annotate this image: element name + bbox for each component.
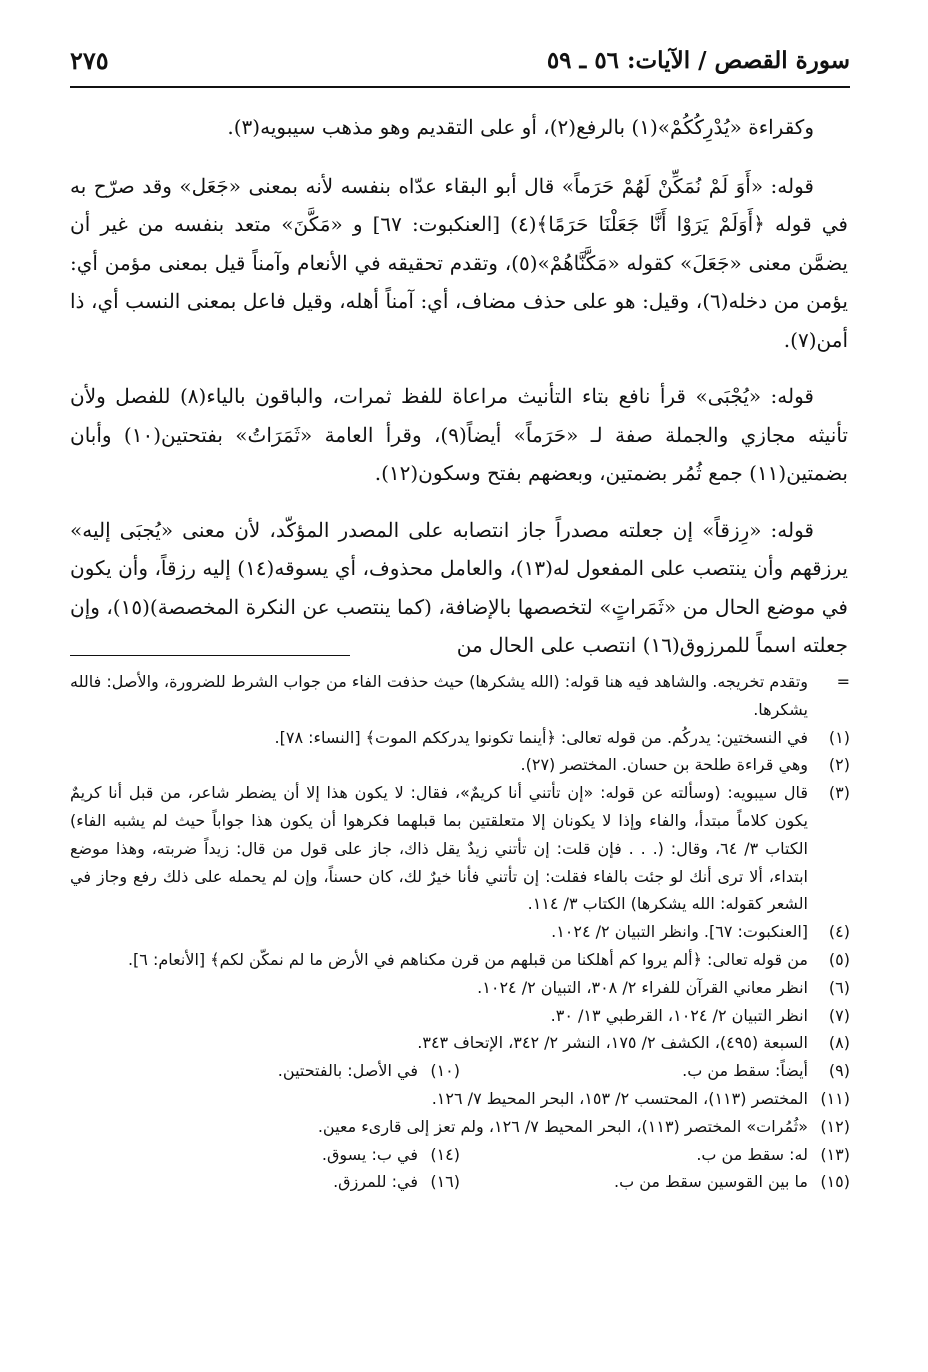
footnote-text: [العنكبوت: ٦٧]. وانظر التبيان ٢/ ١٠٢٤. [551, 922, 808, 942]
footnote-number: (١١) [820, 1088, 850, 1108]
header-rule [70, 86, 850, 88]
main-text [70, 108, 848, 683]
footnote [70, 1141, 460, 1169]
footnote-text: في ب: يسوق. [321, 1144, 418, 1164]
footnote-number: (١٣) [820, 1144, 850, 1164]
paragraph: قوله: «رِزقاً» إن جعلته مصدراً جاز انتصابه على المصدر المؤكّد، لأن معنى «يُجبَى إليه» يرزقهم وأن ينتصب على المفعول له(١٣)، والعامل محذوف، أي يسوقه(١٤) إليه رزقاً، وأن يكون في موضع الحال من «ثَمَراتٍ» لتخصصها بالإضافة، (كما ينتصب عن النكرة المخصصة)(١٥)، وإن جعلته اسماً للمرزوق(١٦) انتصب على الحال من [70, 517, 849, 657]
footnote-number: (٧) [828, 1005, 850, 1025]
footnote-number: (١٢) [820, 1116, 850, 1136]
footnote [70, 668, 850, 724]
header-title: سورة القصص / الآيات: ٥٦ ـ ٥٩ [546, 46, 850, 74]
footnote-text: في: للمرزق. [333, 1172, 418, 1192]
footnote-number: (٣) [828, 783, 850, 803]
footnote-number: (٩) [828, 1061, 850, 1081]
paragraph: قوله: «يُجْبَى» قرأ نافع بتاء التأنيث مراعاة للفظ ثمرات، والباقون بالياء(٨) للفصل ولأن تأنيثه مجازي والجملة صفة لـ «حَرَماً» أيضاً(٩)، وقرأ العامة «ثَمَرَاتُ» بفتحتين(١٠) وأبان بضمتين(١١) جمع ثُمُر بضمتين، وبعضهم بفتح وسكون(١٢). [70, 384, 849, 485]
footnote [460, 1057, 850, 1085]
footnote [70, 1168, 460, 1196]
footnote-text: ما بين القوسين سقط من ب. [613, 1172, 808, 1192]
footnote-text: وهي قراءة طلحة بن حسان. المختصر (٢٧). [520, 755, 808, 775]
footnote [70, 751, 850, 779]
paragraph: قوله: «أَوَ لَمْ نُمَكِّنْ لَهُمْ حَرَماً» قال أبو البقاء عدّاه بنفسه لأنه بمعنى «جَعَل» وقد صرّح به في قوله ﴿أَوَلَمْ يَرَوْا أَنَّا جَعَلْنَا حَرَمًا﴾(٤) [العنكبوت: ٦٧] و «مَكَّنَ» متعد بنفسه من غير أن يضمَّن معنى «جَعَلَ» كقوله «مَكَّنَّاهُمْ»(٥)، وتقدم تحقيقه في الأنعام وآمناً قيل بمعنى مؤمن أي: يؤمن من دخله(٦)، وقيل: هو على حذف مضاف، أي: آمناً أهله، وقيل فاعل بمعنى النسب أي، ذا أمن(٧). [70, 173, 848, 352]
footnote-number: (٥) [828, 949, 850, 969]
paragraph: وكقراءة «يُدْرِكُكُمْ»(١) بالرفع(٢)، أو على التقديم وهو مذهب سيبويه(٣). [227, 115, 814, 139]
footnote-text: «ثُمُرات» المختصر (١١٣)، البحر المحيط ٧/ ١٢٦، ولم تعز إلى قارىء معين. [317, 1116, 808, 1136]
footnote-text: له: سقط من ب. [696, 1144, 808, 1164]
footnote-pair [70, 1168, 850, 1196]
footnote [70, 918, 850, 946]
footnote-number: (١٤) [430, 1144, 460, 1164]
footnote [70, 1113, 850, 1141]
footnote [70, 974, 850, 1002]
page-number: ٢٧٥ [70, 45, 109, 75]
footnote-text: قال سيبويه: (وسألته عن قوله: «إن تأتني أنا كريمٌ»، فقال: لا يكون هذا إلا أن يضطر شاعر، من قبل أنا كريمٌ يكون كلاماً مبتدأ، والفاء وإذا لا يكونان إلا متعلقتين بما قبلهما فكرهوا أن يكون هذا جواباً حيث لم يشبه الفاء) الكتاب ٣/ ٦٤، وقال: (. . . فإن قلت: إن تأتني زيدٌ يقل ذاك، جاز على قول من قال: زيداً ضربته، وهذا موضع ابتداء، ألا ترى أنك لو جئت بالفاء فقلت: إن تأتني فأنا خيرٌ لك، كان حسناً، وإن لم يحمله على ذلك رفع وجاز في الشعر كقوله: الله يشكرها) الكتاب ٣/ ١١٤. [70, 783, 808, 914]
footnote-text: السبعة (٤٩٥)، الكشف ٢/ ١٧٥، النشر ٢/ ٣٤٢، الإتحاف ٣٤٣. [417, 1033, 808, 1053]
footnote-text: في الأصل: بالفتحتين. [277, 1061, 418, 1081]
footnote-text: انظر معاني القرآن للفراء ٢/ ٣٠٨، التبيان ٢/ ١٠٢٤. [477, 977, 808, 997]
footnote [460, 1141, 850, 1169]
footnote-text: وتقدم تخريجه. والشاهد فيه هنا قوله: (الله يشكرها) حيث حذفت الفاء من جواب الشرط للضرورة، والأصل: فالله يشكرها. [70, 672, 808, 719]
footnote-text: المختصر (١١٣)، المحتسب ٢/ ١٥٣، البحر المحيط ٧/ ١٢٦. [431, 1088, 808, 1108]
footnote-number: (٦) [828, 977, 850, 997]
footnote [70, 779, 850, 918]
footnote-number: (١) [828, 727, 850, 747]
footnote-number: = [836, 672, 850, 691]
footnote [70, 1085, 850, 1113]
footnote-number: (١٦) [430, 1172, 460, 1192]
footnote [70, 1057, 460, 1085]
footnote-text: انظر التبيان ٢/ ١٠٢٤، القرطبي ١٣/ ٣٠. [550, 1005, 808, 1025]
footnote-number: (٨) [828, 1033, 850, 1053]
footnote [70, 1029, 850, 1057]
footnote-number: (١٥) [820, 1172, 850, 1192]
footnote-text: من قوله تعالى: ﴿ألم يروا كم أهلكنا من قبلهم من قرن مكناهم في الأرض ما لم نمكّن لكم﴾ [الأنعام: ٦]. [127, 949, 808, 969]
footnote-number: (٤) [828, 922, 850, 942]
footnote [70, 946, 850, 974]
footnote-number: (١٠) [430, 1061, 460, 1081]
footnotes [70, 668, 850, 1196]
footnote-text: في النسختين: يدركُم. من قوله تعالى: ﴿أينما تكونوا يدرككم الموت﴾ [النساء: ٧٨]. [274, 727, 808, 747]
running-header [70, 40, 850, 80]
footnote [70, 724, 850, 752]
footnote [460, 1168, 850, 1196]
footnote [70, 1002, 850, 1030]
footnote-number: (٢) [828, 755, 850, 775]
footnote-pair [70, 1057, 850, 1085]
footnote-text: أيضاً: سقط من ب. [682, 1061, 808, 1081]
footnote-separator [70, 655, 350, 656]
footnote-pair [70, 1141, 850, 1169]
